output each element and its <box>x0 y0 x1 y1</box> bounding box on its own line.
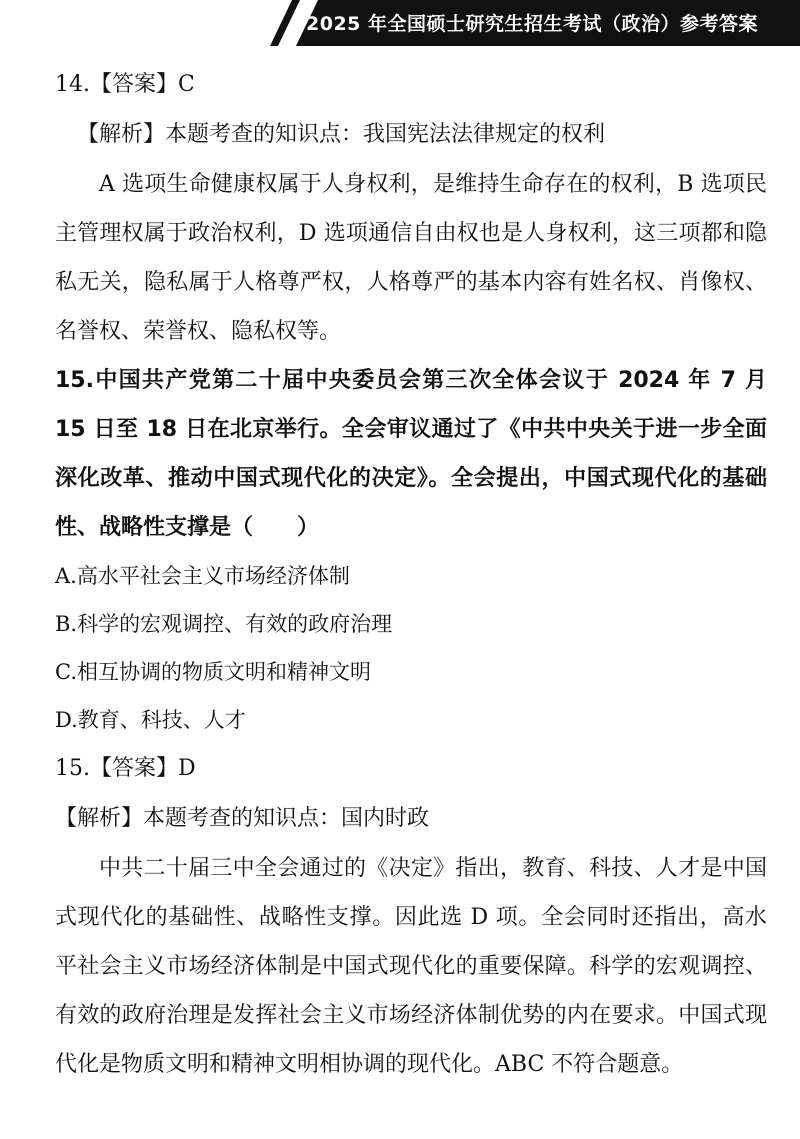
q15-answer: 15.【答案】D <box>55 756 196 781</box>
q14-analysis-heading: 【解析】本题考查的知识点：我国宪法法律规定的权利 <box>77 122 606 147</box>
q15-option-b: B.科学的宏观调控、有效的政府治理 <box>55 612 393 636</box>
q15-analysis-heading: 【解析】本题考查的知识点：国内时政 <box>55 806 430 831</box>
q14-explanation: A 选项生命健康权属于人身权利，是维持生命存在的权利，B 选项民主管理权属于政治权利，D 选项通信自由权也是人身权利，这三项都和隐私无关，隐私属于人格尊严权，人格尊严的基本内容有姓名权、肖像权、名誉权、荣誉权、隐私权等。 <box>55 172 767 344</box>
header-band <box>0 0 800 46</box>
q15-option-d: D.教育、科技、人才 <box>55 708 246 732</box>
q15-stem: 15.中国共产党第二十届中央委员会第三次全体会议于 2024 年 7 月 15 日至 18 日在北京举行。全会审议通过了《中共中央关于进一步全面深化改革、推动中国式现代化的决定》。全会提出，中国式现代化的基础性、战略性支撑是（ ） <box>55 368 767 540</box>
q15-explanation: 中共二十届三中全会通过的《决定》指出，教育、科技、人才是中国式现代化的基础性、战略性支撑。因此选 D 项。全会同时还指出，高水平社会主义市场经济体制是中国式现代化的重要保障。科学的宏观调控、有效的政府治理是发挥社会主义市场经济体制优势的内在要求。中国式现代化是物质文明和精神文明相协调的现代化。ABC 不符合题意。 <box>55 856 767 1077</box>
q14-answer: 14.【答案】C <box>55 72 195 97</box>
document-body <box>55 60 767 1089</box>
q15-option-a: A.高水平社会主义市场经济体制 <box>55 564 350 588</box>
q15-option-c: C.相互协调的物质文明和精神文明 <box>55 660 371 684</box>
header-title: 2025 年全国硕士研究生招生考试（政治）参考答案 <box>306 13 758 35</box>
